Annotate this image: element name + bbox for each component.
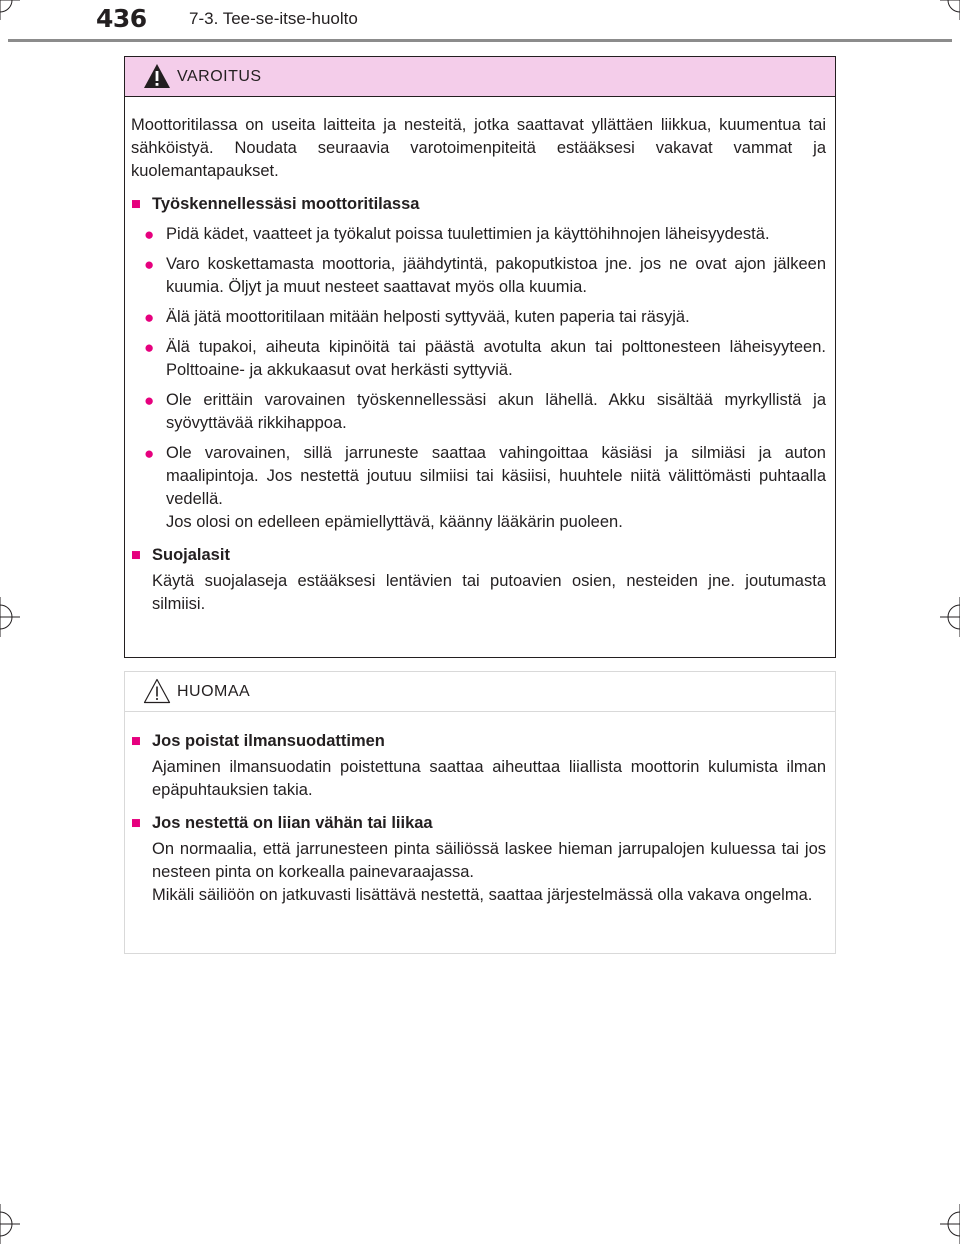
warning-intro: Moottoritilassa on useita laitteita ja nesteitä, jotka saattavat yllättäen liikkua, kuumentua tai sähköistyä. Noudata seuraavia varotoimenpiteitä estääksesi vakavat vammat ja kuolemantapaukset. [131, 116, 826, 180]
list-item-text: Varo koskettamasta moottoria, jäähdytintä, pakoputkistoa jne. jos ne ovat ajon jälkeen kuumia. Öljyt ja muut nesteet saattavat myös olla kuumia. [166, 255, 826, 296]
crop-mark-mid-left [0, 597, 20, 637]
paragraph: Mikäli säiliöön on jatkuvasti lisättävä nestettä, saattaa järjestelmässä olla vakava ongelma. [152, 886, 813, 904]
warning-header [125, 57, 835, 97]
notice-body [125, 712, 835, 907]
bullet-dot-icon: ● [144, 391, 155, 410]
list-item-text: Älä jätä moottoritilaan mitään helposti syttyvää, kuten paperia tai räsyjä. [166, 308, 690, 326]
warning-body [125, 97, 835, 616]
square-bullet-icon: ■ [131, 546, 141, 564]
bullet-dot-icon: ● [144, 338, 155, 357]
list-item-text [166, 442, 826, 534]
square-bullet-icon: ■ [131, 195, 141, 213]
list-item-text: Älä tupakoi, aiheuta kipinöitä tai päästä avotulta akun tai polttonesteen läheisyyteen. Polttoaine- ja akkukaasut ovat herkästi syttyviä. [166, 338, 826, 379]
crop-mark-mid-right [940, 597, 960, 637]
notice-header [125, 672, 835, 712]
notice-label: HUOMAA [177, 683, 251, 700]
bullet-dot-icon: ● [144, 444, 155, 463]
warning-box [124, 56, 836, 658]
list-item-text: Pidä kädet, vaatteet ja työkalut poissa tuulettimien ja käyttöhihnojen läheisyydestä. [166, 225, 770, 243]
heading-text: Jos nestettä on liian vähän tai liikaa [152, 814, 433, 832]
paragraph: Ajaminen ilmansuodatin poistettuna saattaa aiheuttaa liiallista moottorin kulumista ilman epäpuhtauksien takia. [152, 758, 826, 799]
warning-label: VAROITUS [177, 68, 262, 85]
crop-mark-top-right [940, 0, 960, 20]
heading-text: Työskennellessäsi moottoritilassa [152, 195, 420, 213]
notice-section-heading [131, 812, 826, 835]
list-item [131, 306, 826, 329]
heading-text: Suojalasit [152, 546, 230, 564]
square-bullet-icon: ■ [131, 732, 141, 750]
page-number: 436 [96, 4, 147, 33]
bullet-dot-icon: ● [144, 308, 155, 327]
paragraph: Käytä suojalaseja estääksesi lentävien tai putoavien osien, nesteiden jne. joutumasta silmiisi. [152, 572, 826, 613]
list-item [131, 223, 826, 246]
crop-mark-bottom-left [0, 1204, 20, 1244]
warning-triangle-icon [143, 63, 171, 94]
bullet-dot-icon: ● [144, 255, 155, 274]
list-item [131, 253, 826, 299]
list-item-text: Ole erittäin varovainen työskennellessäsi akun lähellä. Akku sisältää myrkyllistä ja syövyttävää rikkihappoa. [166, 391, 826, 432]
warning-section-heading [131, 544, 826, 567]
paragraph: On normaalia, että jarrunesteen pinta säiliössä laskee hieman jarrupalojen kuluessa tai jos nesteen pinta on korkealla painevaraajassa. [152, 840, 826, 881]
crop-mark-top-left [0, 0, 20, 20]
list-item [131, 336, 826, 382]
list-item-text-extra: Jos olosi on edelleen epämiellyttävä, käänny lääkärin puoleen. [166, 513, 623, 531]
notice-section-heading [131, 730, 826, 753]
heading-text: Jos poistat ilmansuodattimen [152, 732, 385, 750]
crop-mark-bottom-right [940, 1204, 960, 1244]
square-bullet-icon: ■ [131, 814, 141, 832]
header-rule [8, 39, 952, 42]
notice-box [124, 671, 836, 954]
list-item [131, 389, 826, 435]
section-title: 7-3. Tee-se-itse-huolto [189, 9, 358, 28]
warning-section-heading [131, 193, 826, 216]
list-item-text-main: Ole varovainen, sillä jarruneste saattaa vahingoittaa käsiäsi ja silmiäsi ja auton maalipintoja. Jos nestettä joutuu silmiisi tai käsiisi, huuhtele niitä välittömästi puhtaalla vedellä. [166, 444, 826, 508]
caution-triangle-icon [143, 678, 171, 709]
bullet-dot-icon: ● [144, 225, 155, 244]
list-item [131, 442, 826, 534]
